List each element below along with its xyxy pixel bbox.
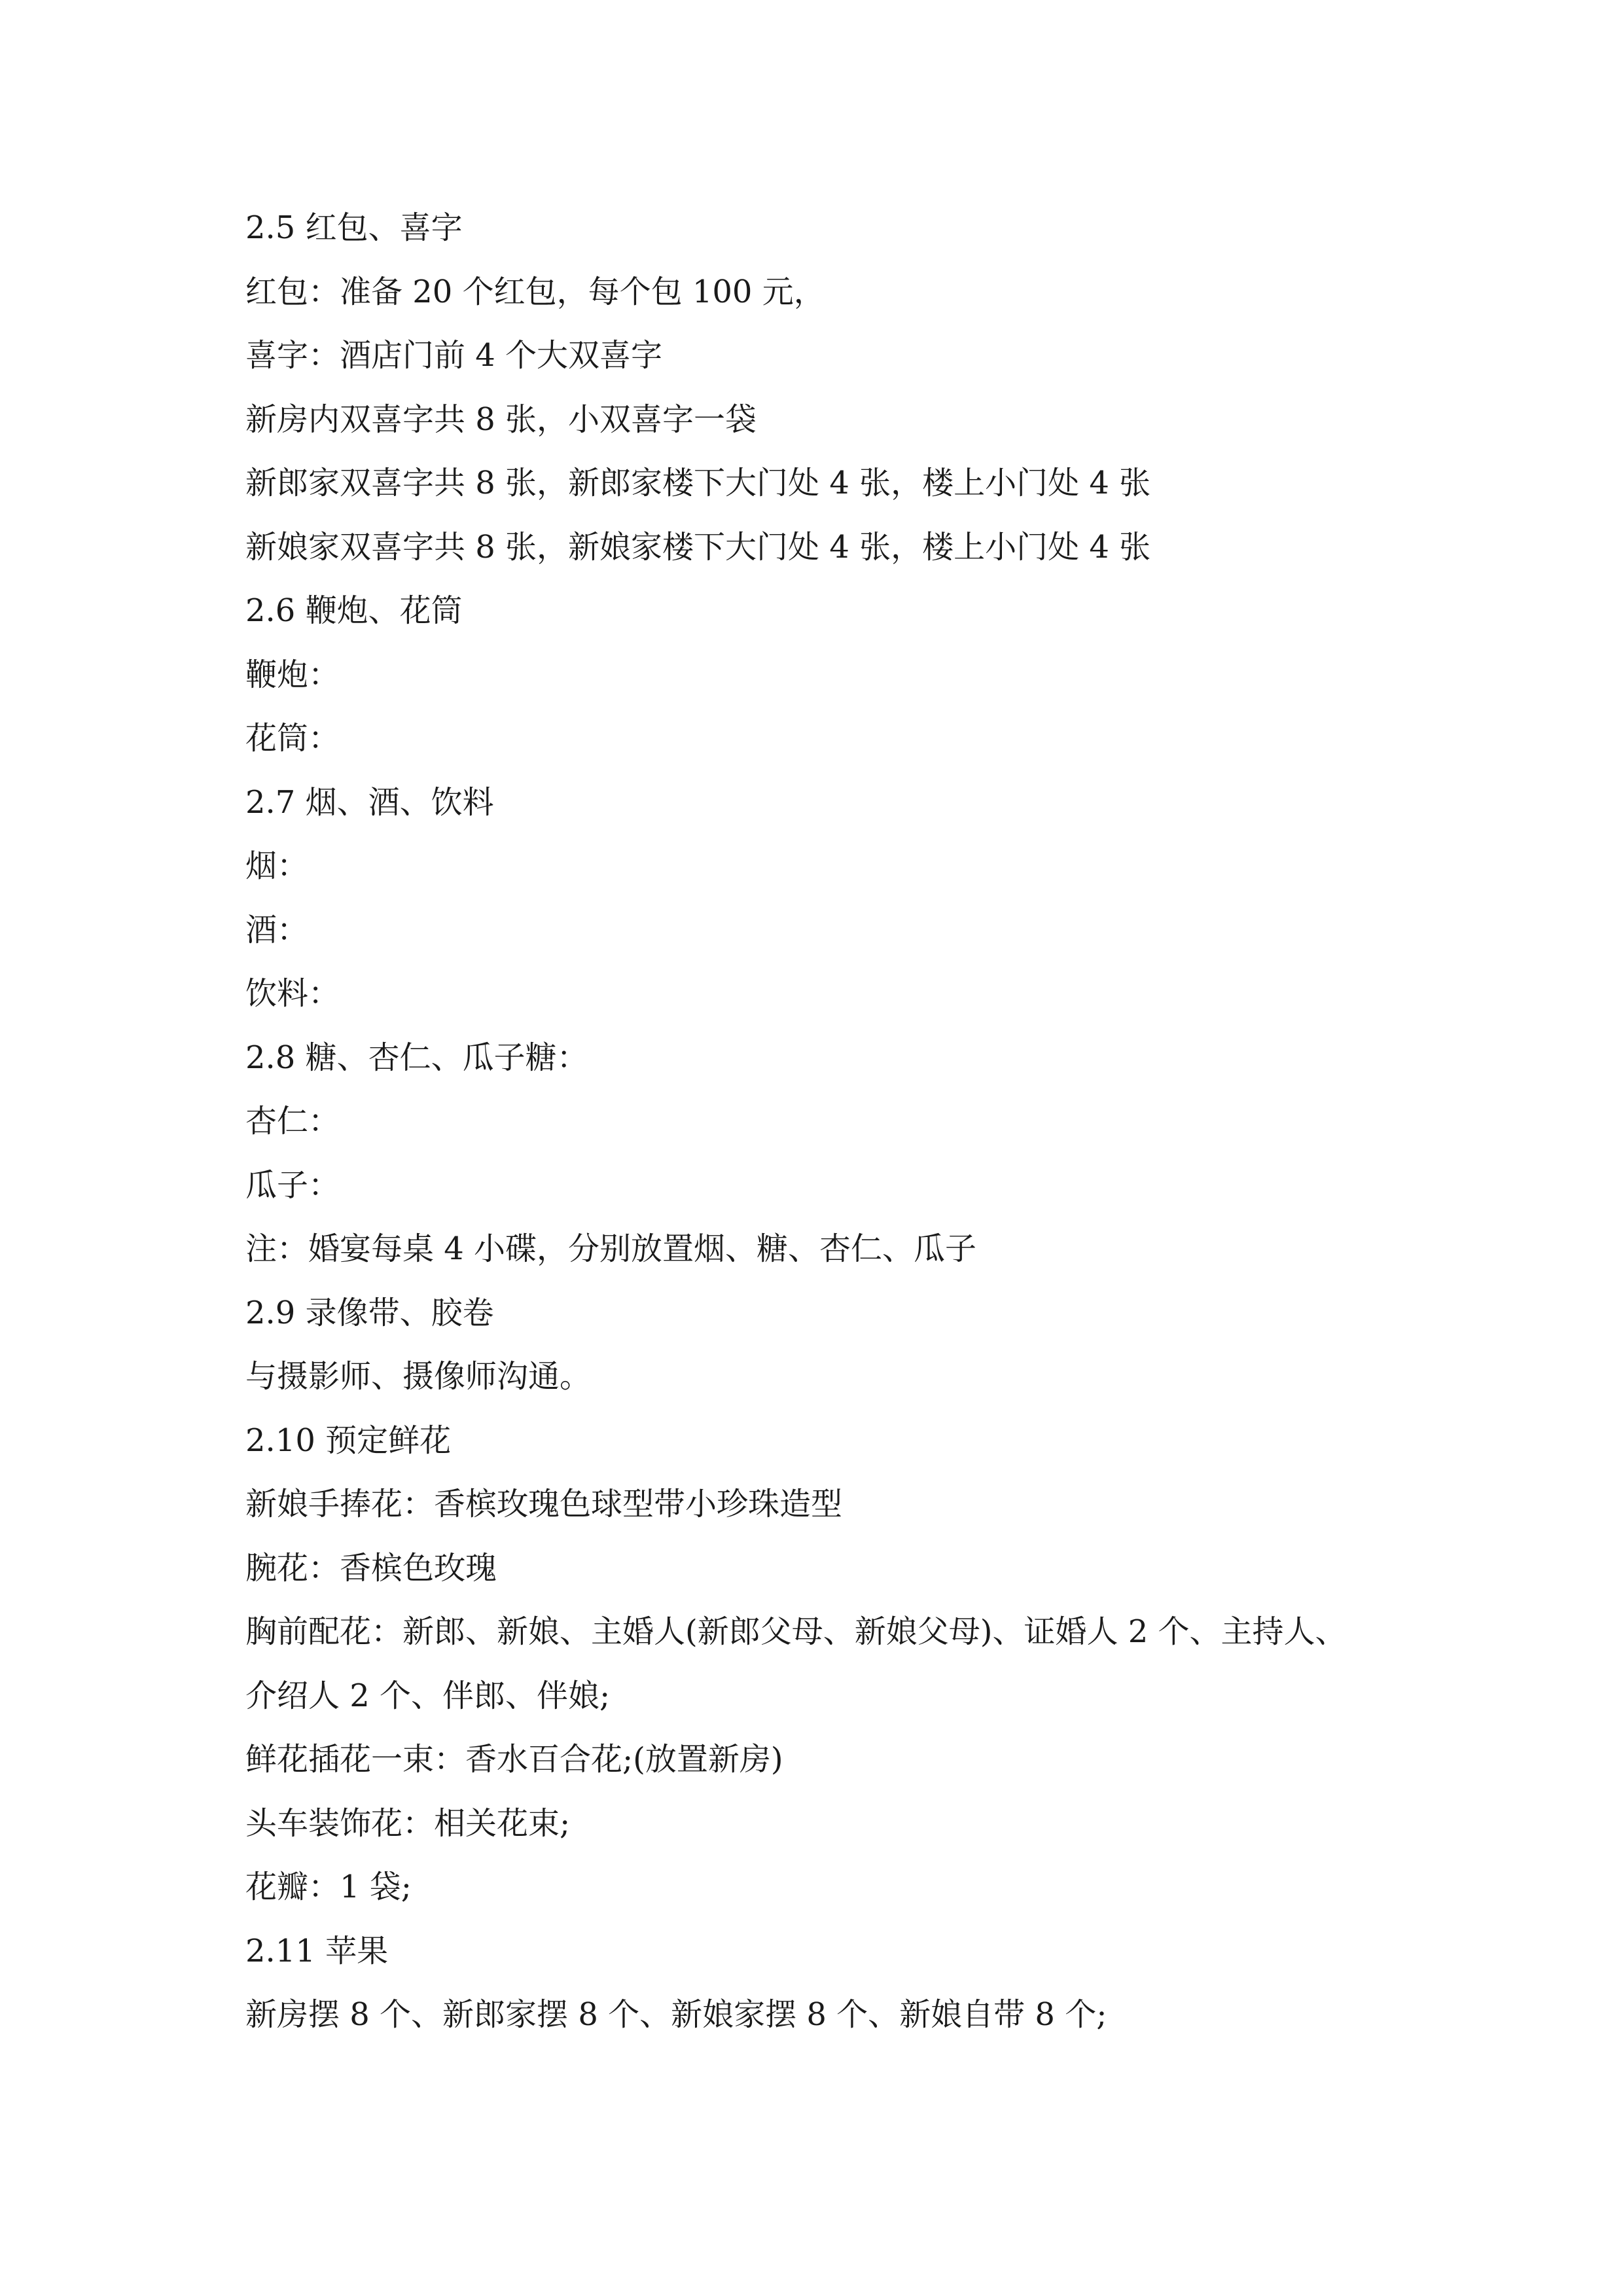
section-heading-candy: 2.8 糖、杏仁、瓜子糖： (245, 1039, 588, 1076)
text-line: 腕花：香槟色玫瑰 (245, 1549, 497, 1587)
section-heading-red-envelopes: 2.5 红包、喜字 (245, 209, 463, 246)
text-line: 介绍人 2 个、伴郎、伴娘; (245, 1677, 611, 1714)
section-heading-flowers: 2.10 预定鲜花 (245, 1422, 452, 1459)
section-heading-video: 2.9 录像带、胶卷 (245, 1294, 494, 1331)
text-line: 新房内双喜字共 8 张，小双喜字一袋 (245, 401, 757, 438)
text-line: 头车装饰花：相关花束; (245, 1804, 571, 1842)
text-line: 花筒： (245, 720, 340, 757)
note-line: 注：婚宴每桌 4 小碟，分别放置烟、糖、杏仁、瓜子 (245, 1230, 977, 1267)
text-line: 新娘家双喜字共 8 张，新娘家楼下大门处 4 张，楼上小门处 4 张 (245, 528, 1151, 565)
document-body (245, 196, 1423, 2047)
text-line: 饮料： (245, 975, 340, 1012)
section-heading-apples: 2.11 苹果 (245, 1932, 389, 1969)
text-line: 烟： (245, 848, 309, 884)
text-line: 花瓣：1 袋; (245, 1869, 412, 1905)
text-line: 与摄影师、摄像师沟通。 (245, 1358, 592, 1395)
text-line: 酒： (245, 911, 309, 948)
text-line: 新郎家双喜字共 8 张，新郎家楼下大门处 4 张，楼上小门处 4 张 (245, 465, 1151, 501)
text-line: 红包：准备 20 个红包，每个包 100 元， (245, 273, 825, 310)
section-heading-drinks: 2.7 烟、酒、饮料 (245, 783, 494, 821)
text-line: 鲜花插花一束：香水百合花;(放置新房) (245, 1741, 783, 1778)
section-heading-firecrackers: 2.6 鞭炮、花筒 (245, 592, 463, 629)
text-line: 瓜子： (245, 1166, 340, 1204)
text-line: 鞭炮： (245, 656, 340, 693)
text-line: 喜字：酒店门前 4 个大双喜字 (245, 337, 663, 374)
text-line: 胸前配花：新郎、新娘、主婚人(新郎父母、新娘父母)、证婚人 2 个、主持人、 (245, 1613, 1347, 1650)
text-line: 新房摆 8 个、新郎家摆 8 个、新娘家摆 8 个、新娘自带 8 个; (245, 1996, 1107, 2033)
text-line: 新娘手捧花：香槟玫瑰色球型带小珍珠造型 (245, 1486, 843, 1522)
text-line: 杏仁： (245, 1103, 340, 1139)
